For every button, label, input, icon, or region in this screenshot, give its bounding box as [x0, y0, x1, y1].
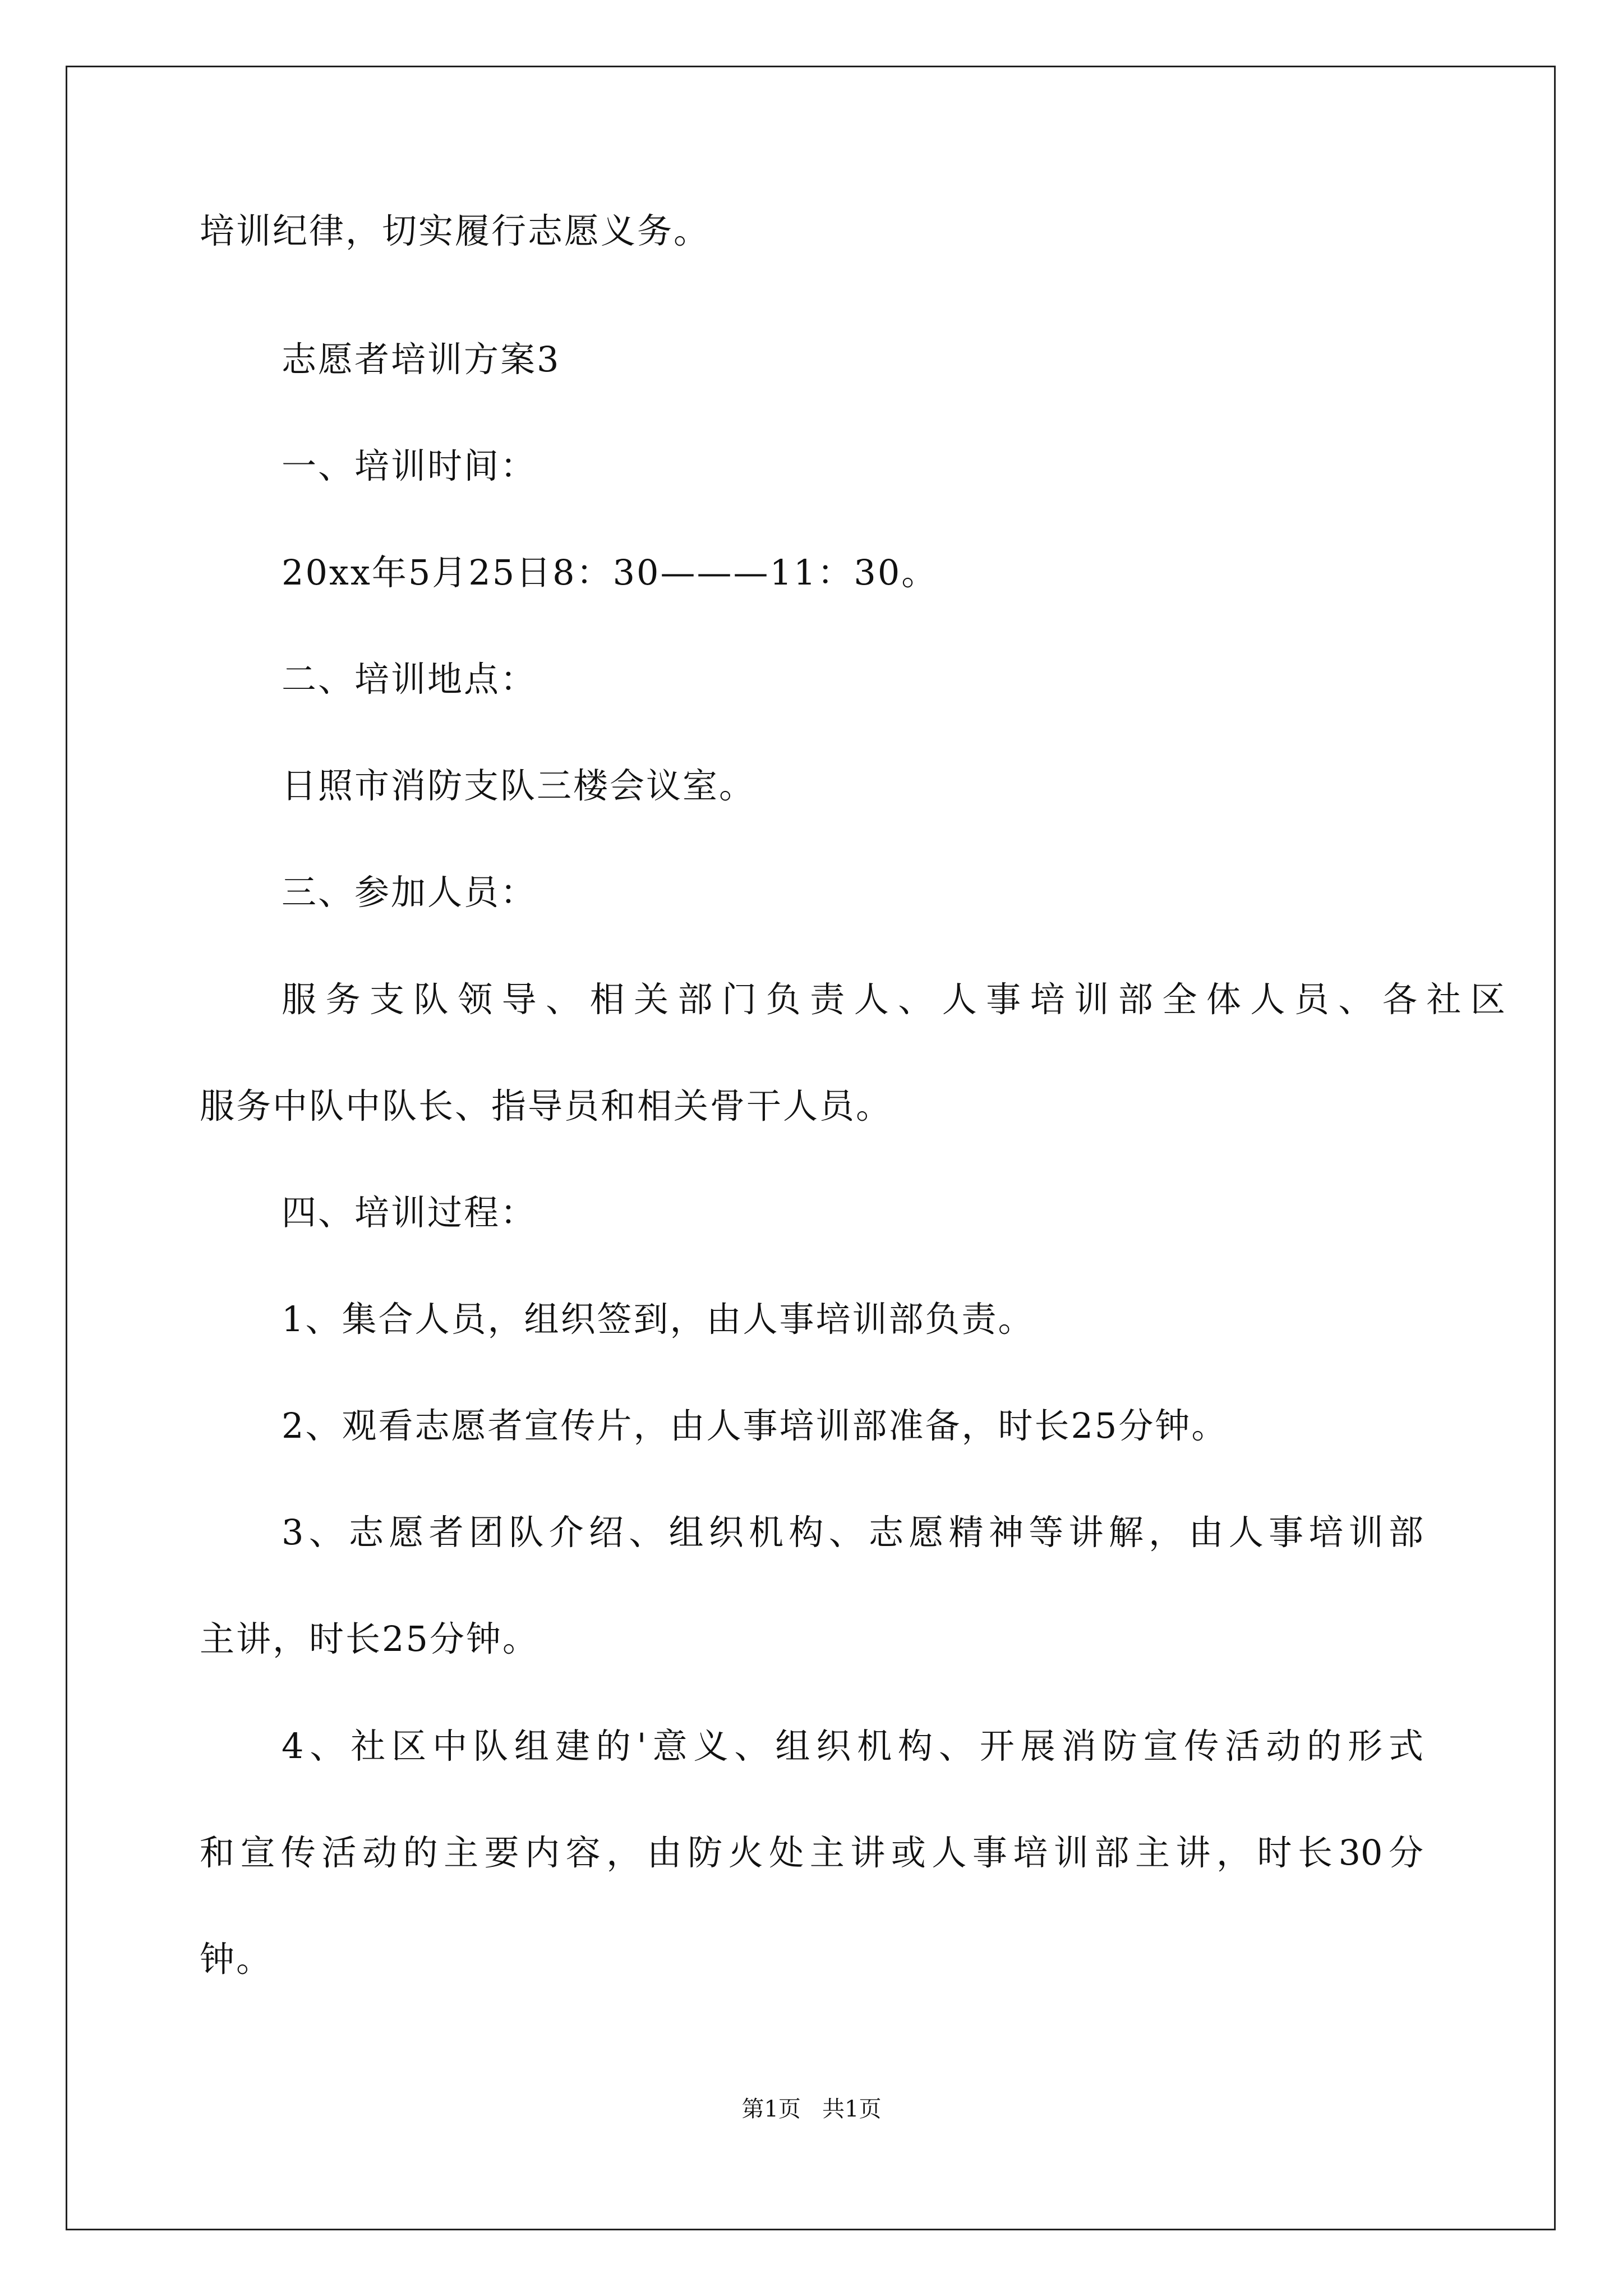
section-heading: 志愿者培训方案3	[282, 339, 561, 380]
page-border	[66, 66, 1556, 2230]
process-step-4-line-2: 和宣传活动的主要内容，由防火处主讲或人事培训部主讲，时长30分	[200, 1832, 1423, 1873]
item-heading-participants: 三、参加人员：	[282, 872, 537, 913]
process-step-1: 1、集合人员，组织签到，由人事培训部负责。	[282, 1299, 1035, 1340]
participants-line-1: 服务支队领导、相关部门负责人、人事培训部全体人员、各社区	[282, 979, 1505, 1020]
training-time: 20xx年5月25日8：30———11：30。	[282, 552, 938, 593]
participants-line-2: 服务中队中队长、指导员和相关骨干人员。	[200, 1085, 893, 1126]
process-step-3-line-1: 3、志愿者团队介绍、组织机构、志愿精神等讲解，由人事培训部	[282, 1512, 1423, 1553]
item-heading-location: 二、培训地点：	[282, 659, 537, 700]
training-location: 日照市消防支队三楼会议室。	[282, 765, 756, 806]
item-heading-process: 四、培训过程：	[282, 1192, 537, 1233]
item-heading-time: 一、培训时间：	[282, 445, 537, 486]
process-step-2: 2、观看志愿者宣传片，由人事培训部准备，时长25分钟。	[282, 1405, 1228, 1446]
process-step-3-line-2: 主讲，时长25分钟。	[200, 1618, 539, 1659]
body-line-1: 培训纪律，切实履行志愿义务。	[200, 210, 711, 251]
page-number-footer: 第1页 共1页	[741, 2096, 882, 2122]
process-step-4-line-1: 4、社区中队组建的'意义、组织机构、开展消防宣传活动的形式	[282, 1726, 1423, 1766]
process-step-4-line-3: 钟。	[200, 1939, 273, 1980]
